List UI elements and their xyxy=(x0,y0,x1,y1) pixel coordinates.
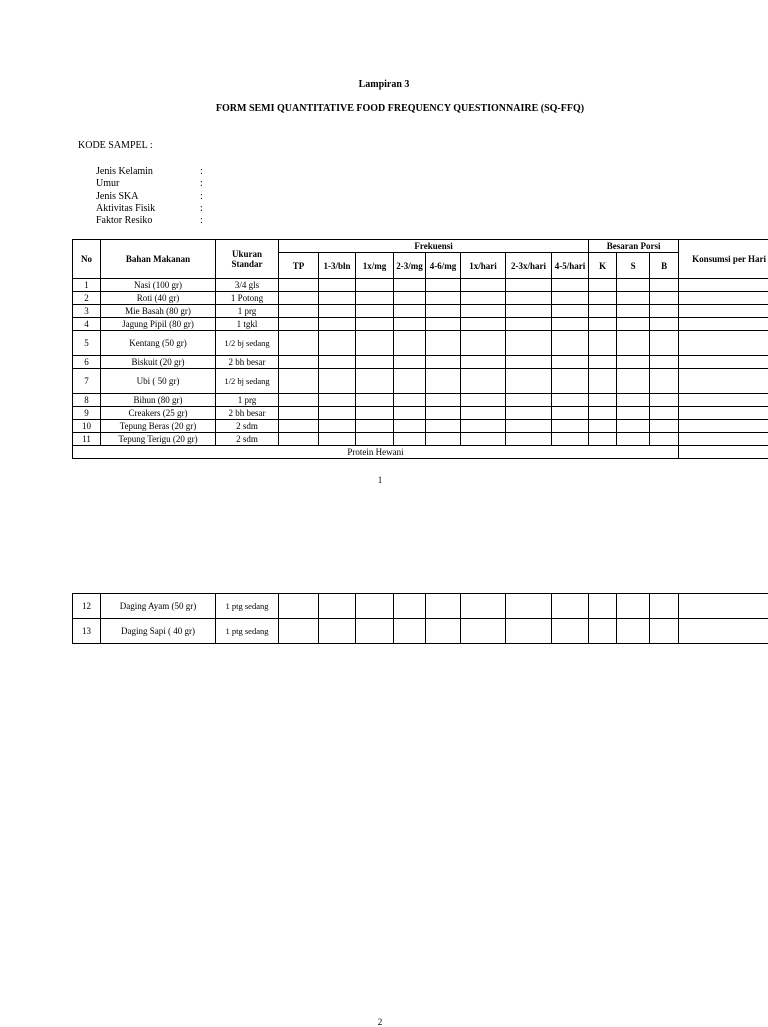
cell-ukuran-standar: 2 bh besar xyxy=(216,356,279,369)
cell-porsi-entry[interactable] xyxy=(589,394,617,407)
header-besaran-porsi: Besaran Porsi xyxy=(589,240,679,253)
identity-field-row xyxy=(96,203,208,215)
ffq-table-continued xyxy=(72,593,768,644)
cell-no: 5 xyxy=(73,331,101,356)
cell-frekuensi-entry[interactable] xyxy=(552,420,589,433)
cell-konsumsi-entry[interactable] xyxy=(679,305,768,318)
header-ukuran-standar: Ukuran Standar xyxy=(216,240,279,279)
cell-frekuensi-entry[interactable] xyxy=(319,356,356,369)
cell-frekuensi-entry[interactable] xyxy=(356,394,394,407)
cell-frekuensi-entry[interactable] xyxy=(356,331,394,356)
cell-frekuensi-entry[interactable] xyxy=(426,292,461,305)
kode-sampel-label: KODE SAMPEL : xyxy=(78,140,153,151)
cell-frekuensi-entry[interactable] xyxy=(319,292,356,305)
cell-konsumsi-entry[interactable] xyxy=(679,292,768,305)
cell-porsi-entry[interactable] xyxy=(617,305,650,318)
cell-frekuensi-entry[interactable] xyxy=(426,420,461,433)
cell-porsi-entry[interactable] xyxy=(617,407,650,420)
cell-konsumsi-entry[interactable] xyxy=(679,446,768,459)
cell-frekuensi-entry[interactable] xyxy=(461,305,506,318)
cell-frekuensi-entry[interactable] xyxy=(552,318,589,331)
cell-frekuensi-entry[interactable] xyxy=(394,394,426,407)
cell-frekuensi-entry[interactable] xyxy=(552,369,589,394)
cell-frekuensi-entry[interactable] xyxy=(426,331,461,356)
lampiran-label: Lampiran 3 xyxy=(0,79,768,90)
cell-ukuran-standar: 2 bh besar xyxy=(216,407,279,420)
identity-field-colon: : xyxy=(200,215,208,227)
cell-frekuensi-entry[interactable] xyxy=(426,279,461,292)
cell-frekuensi-entry[interactable] xyxy=(356,369,394,394)
header-frekuensi-col: 4-5/hari xyxy=(552,253,589,279)
cell-ukuran-standar: 1 ptg sedang xyxy=(216,619,279,644)
cell-frekuensi-entry[interactable] xyxy=(506,407,552,420)
identity-field-label: Umur xyxy=(96,178,200,190)
cell-ukuran-standar: 1/2 bj sedang xyxy=(216,369,279,394)
cell-konsumsi-entry[interactable] xyxy=(679,279,768,292)
cell-frekuensi-entry[interactable] xyxy=(552,305,589,318)
table-row xyxy=(73,305,768,318)
cell-porsi-entry[interactable] xyxy=(589,331,617,356)
cell-no: 3 xyxy=(73,305,101,318)
header-bahan-makanan: Bahan Makanan xyxy=(101,240,216,279)
cell-frekuensi-entry[interactable] xyxy=(356,305,394,318)
cell-porsi-entry[interactable] xyxy=(650,305,679,318)
cell-frekuensi-entry[interactable] xyxy=(356,619,394,644)
cell-frekuensi-entry[interactable] xyxy=(552,331,589,356)
cell-frekuensi-entry[interactable] xyxy=(279,356,319,369)
cell-frekuensi-entry[interactable] xyxy=(279,420,319,433)
identity-field-colon: : xyxy=(200,191,208,203)
identity-field-label: Faktor Resiko xyxy=(96,215,200,227)
cell-frekuensi-entry[interactable] xyxy=(319,331,356,356)
identity-field-row xyxy=(96,215,208,227)
cell-bahan-makanan: Creakers (25 gr) xyxy=(101,407,216,420)
cell-ukuran-standar: 1/2 bj sedang xyxy=(216,331,279,356)
cell-frekuensi-entry[interactable] xyxy=(461,619,506,644)
cell-no: 8 xyxy=(73,394,101,407)
cell-porsi-entry[interactable] xyxy=(589,318,617,331)
cell-konsumsi-entry[interactable] xyxy=(679,407,768,420)
cell-bahan-makanan: Biskuit (20 gr) xyxy=(101,356,216,369)
cell-frekuensi-entry[interactable] xyxy=(394,292,426,305)
identity-field-row xyxy=(96,191,208,203)
cell-frekuensi-entry[interactable] xyxy=(461,407,506,420)
cell-frekuensi-entry[interactable] xyxy=(552,433,589,446)
cell-porsi-entry[interactable] xyxy=(589,594,617,619)
header-frekuensi-col: 1x/mg xyxy=(356,253,394,279)
cell-porsi-entry[interactable] xyxy=(617,619,650,644)
cell-bahan-makanan: Tepung Beras (20 gr) xyxy=(101,420,216,433)
header-frekuensi-col: TP xyxy=(279,253,319,279)
cell-porsi-entry[interactable] xyxy=(617,331,650,356)
cell-frekuensi-entry[interactable] xyxy=(319,369,356,394)
cell-bahan-makanan: Daging Ayam (50 gr) xyxy=(101,594,216,619)
identity-fields xyxy=(96,166,208,227)
cell-no: 13 xyxy=(73,619,101,644)
header-frekuensi-col: 2-3x/hari xyxy=(506,253,552,279)
cell-frekuensi-entry[interactable] xyxy=(506,305,552,318)
cell-porsi-entry[interactable] xyxy=(650,433,679,446)
cell-konsumsi-entry[interactable] xyxy=(679,394,768,407)
header-frekuensi-col: 2-3/mg xyxy=(394,253,426,279)
cell-bahan-makanan: Roti (40 gr) xyxy=(101,292,216,305)
identity-field-label: Jenis SKA xyxy=(96,191,200,203)
cell-frekuensi-entry[interactable] xyxy=(319,394,356,407)
cell-no: 12 xyxy=(73,594,101,619)
cell-frekuensi-entry[interactable] xyxy=(426,356,461,369)
cell-frekuensi-entry[interactable] xyxy=(506,356,552,369)
cell-frekuensi-entry[interactable] xyxy=(552,594,589,619)
cell-frekuensi-entry[interactable] xyxy=(461,331,506,356)
ffq-table xyxy=(72,239,768,459)
table-row xyxy=(73,420,768,433)
table-row xyxy=(73,433,768,446)
cell-ukuran-standar: 2 sdm xyxy=(216,420,279,433)
table-row xyxy=(73,318,768,331)
section-label: Protein Hewani xyxy=(73,446,679,459)
identity-field-colon: : xyxy=(200,166,208,178)
identity-field-row xyxy=(96,178,208,190)
cell-ukuran-standar: 1 prg xyxy=(216,305,279,318)
cell-frekuensi-entry[interactable] xyxy=(394,279,426,292)
cell-no: 10 xyxy=(73,420,101,433)
cell-porsi-entry[interactable] xyxy=(589,433,617,446)
form-title: FORM SEMI QUANTITATIVE FOOD FREQUENCY QUESTIONNAIRE (SQ-FFQ) xyxy=(200,103,600,115)
cell-frekuensi-entry[interactable] xyxy=(506,292,552,305)
cell-porsi-entry[interactable] xyxy=(617,420,650,433)
cell-bahan-makanan: Bihun (80 gr) xyxy=(101,394,216,407)
identity-field-colon: : xyxy=(200,203,208,215)
identity-field-row xyxy=(96,166,208,178)
cell-frekuensi-entry[interactable] xyxy=(319,279,356,292)
page-number: 1 xyxy=(370,475,390,485)
cell-frekuensi-entry[interactable] xyxy=(461,369,506,394)
cell-frekuensi-entry[interactable] xyxy=(394,433,426,446)
cell-ukuran-standar: 1 Potong xyxy=(216,292,279,305)
cell-frekuensi-entry[interactable] xyxy=(319,407,356,420)
cell-frekuensi-entry[interactable] xyxy=(506,420,552,433)
cell-frekuensi-entry[interactable] xyxy=(461,292,506,305)
cell-frekuensi-entry[interactable] xyxy=(506,619,552,644)
cell-porsi-entry[interactable] xyxy=(617,594,650,619)
header-frekuensi-col: 1-3/bln xyxy=(319,253,356,279)
cell-porsi-entry[interactable] xyxy=(589,420,617,433)
cell-bahan-makanan: Ubi ( 50 gr) xyxy=(101,369,216,394)
cell-porsi-entry[interactable] xyxy=(617,394,650,407)
header-frekuensi-col: 1x/hari xyxy=(461,253,506,279)
cell-porsi-entry[interactable] xyxy=(650,279,679,292)
cell-bahan-makanan: Tepung Terigu (20 gr) xyxy=(101,433,216,446)
cell-frekuensi-entry[interactable] xyxy=(394,356,426,369)
cell-frekuensi-entry[interactable] xyxy=(279,292,319,305)
cell-frekuensi-entry[interactable] xyxy=(279,369,319,394)
cell-frekuensi-entry[interactable] xyxy=(552,279,589,292)
cell-no: 11 xyxy=(73,433,101,446)
cell-frekuensi-entry[interactable] xyxy=(394,407,426,420)
cell-porsi-entry[interactable] xyxy=(650,331,679,356)
identity-field-label: Jenis Kelamin xyxy=(96,166,200,178)
cell-porsi-entry[interactable] xyxy=(650,594,679,619)
cell-frekuensi-entry[interactable] xyxy=(426,433,461,446)
cell-porsi-entry[interactable] xyxy=(589,279,617,292)
table-row xyxy=(73,619,768,644)
cell-frekuensi-entry[interactable] xyxy=(394,305,426,318)
cell-ukuran-standar: 3/4 gls xyxy=(216,279,279,292)
header-konsumsi-per-hari: Konsumsi per Hari xyxy=(679,240,768,279)
cell-frekuensi-entry[interactable] xyxy=(461,394,506,407)
cell-frekuensi-entry[interactable] xyxy=(356,594,394,619)
cell-frekuensi-entry[interactable] xyxy=(426,318,461,331)
cell-porsi-entry[interactable] xyxy=(589,369,617,394)
page-number: 2 xyxy=(370,1017,390,1027)
cell-no: 4 xyxy=(73,318,101,331)
cell-frekuensi-entry[interactable] xyxy=(552,356,589,369)
cell-konsumsi-entry[interactable] xyxy=(679,356,768,369)
cell-frekuensi-entry[interactable] xyxy=(319,420,356,433)
cell-frekuensi-entry[interactable] xyxy=(461,318,506,331)
cell-frekuensi-entry[interactable] xyxy=(426,369,461,394)
cell-no: 7 xyxy=(73,369,101,394)
cell-porsi-entry[interactable] xyxy=(589,292,617,305)
cell-porsi-entry[interactable] xyxy=(617,318,650,331)
cell-frekuensi-entry[interactable] xyxy=(319,433,356,446)
cell-frekuensi-entry[interactable] xyxy=(279,318,319,331)
cell-frekuensi-entry[interactable] xyxy=(461,420,506,433)
cell-porsi-entry[interactable] xyxy=(589,305,617,318)
cell-frekuensi-entry[interactable] xyxy=(279,407,319,420)
cell-porsi-entry[interactable] xyxy=(617,369,650,394)
cell-konsumsi-entry[interactable] xyxy=(679,594,768,619)
cell-frekuensi-entry[interactable] xyxy=(279,594,319,619)
cell-frekuensi-entry[interactable] xyxy=(552,292,589,305)
cell-frekuensi-entry[interactable] xyxy=(394,318,426,331)
cell-frekuensi-entry[interactable] xyxy=(356,407,394,420)
cell-frekuensi-entry[interactable] xyxy=(319,318,356,331)
cell-konsumsi-entry[interactable] xyxy=(679,619,768,644)
cell-ukuran-standar: 1 ptg sedang xyxy=(216,594,279,619)
identity-field-label: Aktivitas Fisik xyxy=(96,203,200,215)
table-row xyxy=(73,369,768,394)
table-row xyxy=(73,394,768,407)
cell-porsi-entry[interactable] xyxy=(650,619,679,644)
cell-porsi-entry[interactable] xyxy=(589,356,617,369)
cell-porsi-entry[interactable] xyxy=(589,407,617,420)
cell-frekuensi-entry[interactable] xyxy=(461,279,506,292)
cell-frekuensi-entry[interactable] xyxy=(506,331,552,356)
cell-frekuensi-entry[interactable] xyxy=(279,305,319,318)
cell-frekuensi-entry[interactable] xyxy=(506,594,552,619)
cell-no: 2 xyxy=(73,292,101,305)
cell-porsi-entry[interactable] xyxy=(650,369,679,394)
cell-frekuensi-entry[interactable] xyxy=(506,433,552,446)
cell-bahan-makanan: Mie Basah (80 gr) xyxy=(101,305,216,318)
cell-frekuensi-entry[interactable] xyxy=(356,420,394,433)
table-row xyxy=(73,356,768,369)
cell-frekuensi-entry[interactable] xyxy=(356,356,394,369)
cell-porsi-entry[interactable] xyxy=(617,356,650,369)
table-row xyxy=(73,407,768,420)
cell-frekuensi-entry[interactable] xyxy=(356,279,394,292)
cell-frekuensi-entry[interactable] xyxy=(356,292,394,305)
cell-frekuensi-entry[interactable] xyxy=(356,318,394,331)
cell-frekuensi-entry[interactable] xyxy=(552,407,589,420)
cell-porsi-entry[interactable] xyxy=(617,279,650,292)
header-no: No xyxy=(73,240,101,279)
cell-porsi-entry[interactable] xyxy=(617,292,650,305)
cell-porsi-entry[interactable] xyxy=(650,394,679,407)
cell-frekuensi-entry[interactable] xyxy=(426,394,461,407)
cell-frekuensi-entry[interactable] xyxy=(279,433,319,446)
cell-frekuensi-entry[interactable] xyxy=(461,433,506,446)
cell-frekuensi-entry[interactable] xyxy=(426,594,461,619)
cell-porsi-entry[interactable] xyxy=(650,356,679,369)
cell-konsumsi-entry[interactable] xyxy=(679,420,768,433)
cell-frekuensi-entry[interactable] xyxy=(319,594,356,619)
header-frekuensi: Frekuensi xyxy=(279,240,589,253)
header-porsi-col: B xyxy=(650,253,679,279)
cell-frekuensi-entry[interactable] xyxy=(279,394,319,407)
cell-ukuran-standar: 1 tgkl xyxy=(216,318,279,331)
cell-frekuensi-entry[interactable] xyxy=(394,369,426,394)
cell-konsumsi-entry[interactable] xyxy=(679,318,768,331)
cell-frekuensi-entry[interactable] xyxy=(394,420,426,433)
header-porsi-col: K xyxy=(589,253,617,279)
identity-field-colon: : xyxy=(200,178,208,190)
cell-frekuensi-entry[interactable] xyxy=(394,594,426,619)
cell-frekuensi-entry[interactable] xyxy=(279,331,319,356)
cell-frekuensi-entry[interactable] xyxy=(279,619,319,644)
cell-frekuensi-entry[interactable] xyxy=(394,619,426,644)
cell-konsumsi-entry[interactable] xyxy=(679,331,768,356)
cell-konsumsi-entry[interactable] xyxy=(679,433,768,446)
cell-frekuensi-entry[interactable] xyxy=(279,279,319,292)
cell-frekuensi-entry[interactable] xyxy=(552,619,589,644)
cell-konsumsi-entry[interactable] xyxy=(679,369,768,394)
cell-no: 1 xyxy=(73,279,101,292)
section-row xyxy=(73,446,768,459)
cell-frekuensi-entry[interactable] xyxy=(319,619,356,644)
table-row xyxy=(73,292,768,305)
header-porsi-col: S xyxy=(617,253,650,279)
cell-frekuensi-entry[interactable] xyxy=(319,305,356,318)
cell-frekuensi-entry[interactable] xyxy=(506,369,552,394)
cell-frekuensi-entry[interactable] xyxy=(426,305,461,318)
cell-bahan-makanan: Jagung Pipil (80 gr) xyxy=(101,318,216,331)
cell-ukuran-standar: 2 sdm xyxy=(216,433,279,446)
cell-frekuensi-entry[interactable] xyxy=(506,318,552,331)
cell-porsi-entry[interactable] xyxy=(589,619,617,644)
cell-porsi-entry[interactable] xyxy=(650,420,679,433)
table-row xyxy=(73,331,768,356)
table-row xyxy=(73,279,768,292)
cell-frekuensi-entry[interactable] xyxy=(426,407,461,420)
cell-porsi-entry[interactable] xyxy=(650,407,679,420)
cell-frekuensi-entry[interactable] xyxy=(461,594,506,619)
cell-frekuensi-entry[interactable] xyxy=(426,619,461,644)
cell-frekuensi-entry[interactable] xyxy=(506,279,552,292)
cell-no: 6 xyxy=(73,356,101,369)
cell-frekuensi-entry[interactable] xyxy=(394,331,426,356)
cell-bahan-makanan: Daging Sapi ( 40 gr) xyxy=(101,619,216,644)
cell-bahan-makanan: Nasi (100 gr) xyxy=(101,279,216,292)
header-frekuensi-col: 4-6/mg xyxy=(426,253,461,279)
cell-porsi-entry[interactable] xyxy=(617,433,650,446)
cell-porsi-entry[interactable] xyxy=(650,318,679,331)
cell-frekuensi-entry[interactable] xyxy=(461,356,506,369)
cell-frekuensi-entry[interactable] xyxy=(506,394,552,407)
cell-ukuran-standar: 1 prg xyxy=(216,394,279,407)
table-row xyxy=(73,594,768,619)
cell-no: 9 xyxy=(73,407,101,420)
cell-frekuensi-entry[interactable] xyxy=(356,433,394,446)
cell-porsi-entry[interactable] xyxy=(650,292,679,305)
cell-bahan-makanan: Kentang (50 gr) xyxy=(101,331,216,356)
cell-frekuensi-entry[interactable] xyxy=(552,394,589,407)
